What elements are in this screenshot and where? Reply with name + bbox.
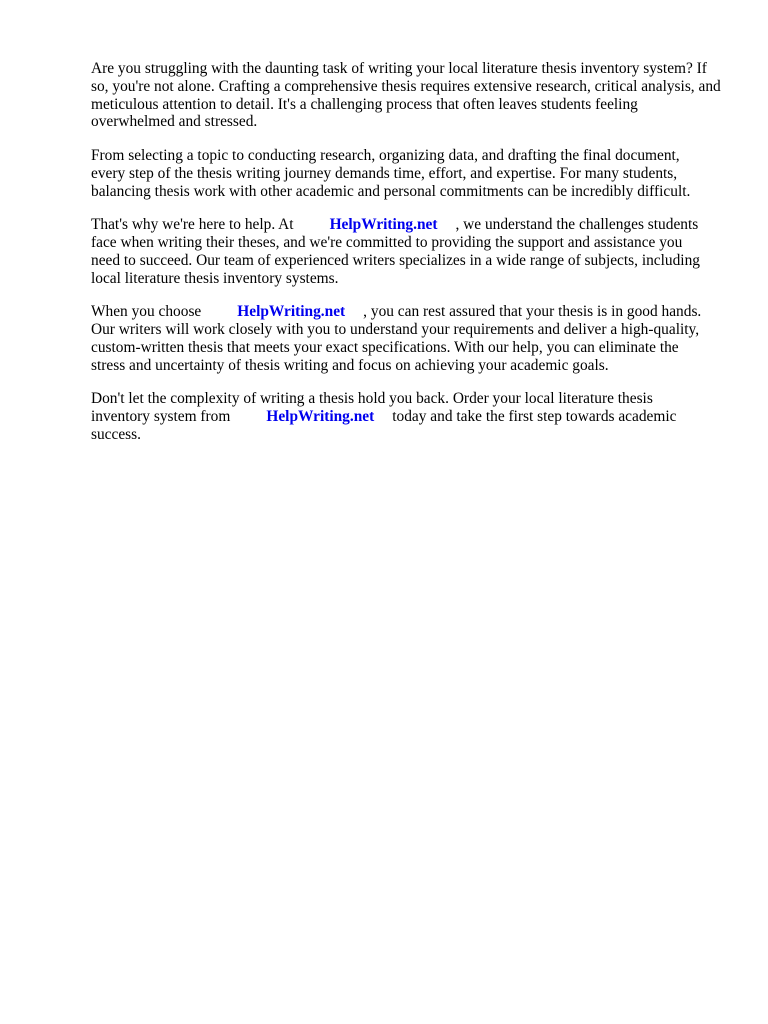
paragraph-order-text-before: Don't let the complexity of writing a thesis hold you back. Order your local literature thesis inventory system from xyxy=(91,390,653,425)
paragraph-choose-text-after: , you can rest assured that your thesis is in good hands. Our writers will work closely with you to understand your requirements and deliver a high-quality, custom-written thesis that meets your exact specifications. With our help, you can eliminate the stress and uncertainty of thesis writing and focus on achieving your academic goals. xyxy=(91,303,702,374)
paragraph-choose-text-before: When you choose xyxy=(91,303,202,321)
document-page xyxy=(91,60,731,459)
helpwriting-link[interactable]: HelpWriting.net xyxy=(266,407,375,425)
helpwriting-link[interactable]: HelpWriting.net xyxy=(329,216,438,234)
paragraph-help-text-before: That's why we're here to help. At xyxy=(91,216,294,234)
helpwriting-link[interactable]: HelpWriting.net xyxy=(237,303,346,321)
paragraph-intro: Are you struggling with the daunting task of writing your local literature thesis inventory system? If so, you're not alone. Crafting a comprehensive thesis requires extensive research, critical analysis, and meticulous attention to detail. It's a challenging process that often leaves students feeling overwhelmed and stressed. xyxy=(91,60,721,131)
paragraph-order-text-after: today and take the first step towards academic success. xyxy=(91,407,677,443)
paragraph-process: From selecting a topic to conducting research, organizing data, and drafting the final document, every step of the thesis writing journey demands time, effort, and expertise. For many students, balancing thesis work with other academic and personal commitments can be incredibly difficult. xyxy=(91,146,691,200)
paragraph-help xyxy=(91,216,731,287)
paragraph-order xyxy=(91,390,731,443)
paragraph-help-text-after: , we understand the challenges students face when writing their theses, and we're committed to providing the support and assistance you need to succeed. Our team of experienced writers specializes in a wide range of subjects, including local literature thesis inventory systems. xyxy=(91,216,700,287)
paragraph-choose xyxy=(91,303,731,374)
